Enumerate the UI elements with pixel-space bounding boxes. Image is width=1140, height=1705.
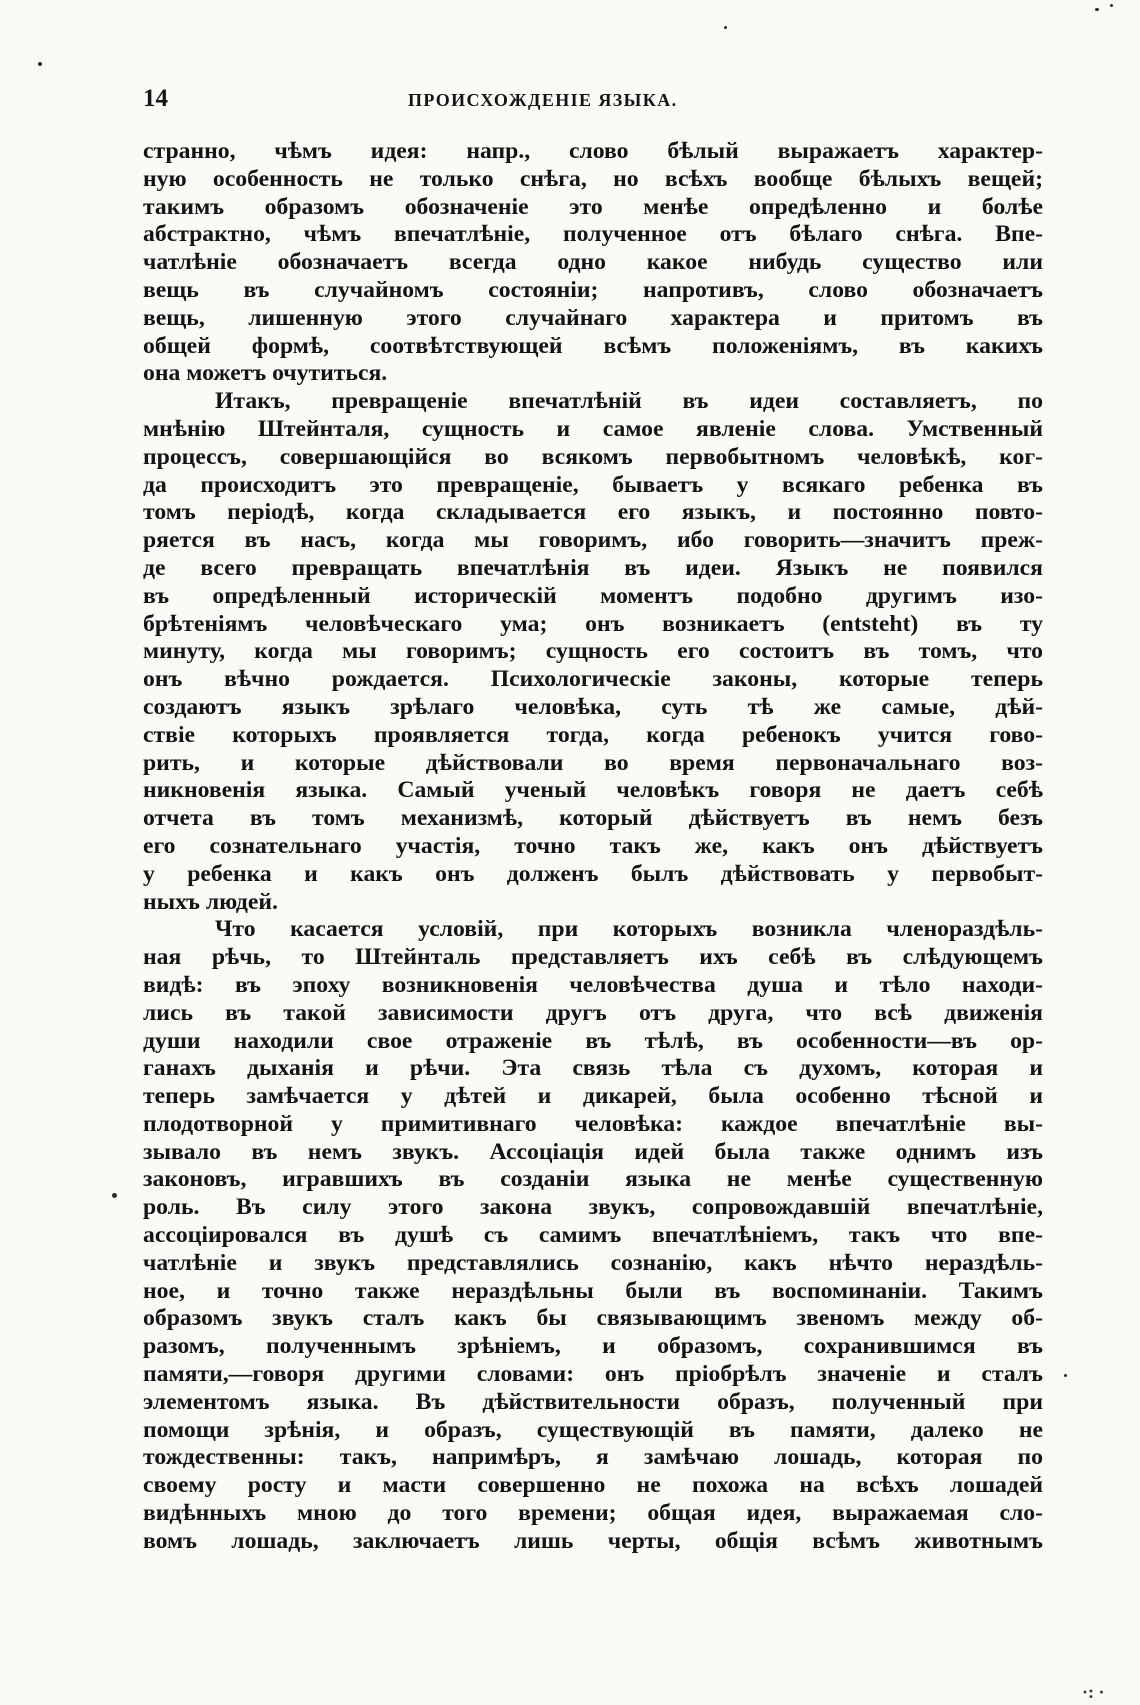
text-line: создаютъ языкъ зрѣлаго человѣка, суть тѣ же самые, дѣй-	[143, 693, 1043, 720]
text-line: ассоціировался въ душѣ съ самимъ впечатлѣніемъ, такъ что впе-	[143, 1222, 1043, 1249]
text-line: вомъ лошадь, заключаетъ лишь черты, общія всѣмъ животнымъ	[143, 1527, 1043, 1554]
text-line: никновенія языка. Самый ученый человѣкъ говоря не даетъ себѣ	[143, 777, 1043, 804]
text-line: такимъ образомъ обозначеніе это менѣе опредѣленно и болѣе	[143, 193, 1043, 220]
text-line: въ опредѣленный историческій моментъ подобно другимъ изо-	[143, 582, 1043, 609]
scan-speck	[1095, 8, 1099, 11]
text-line: законовъ, игравшихъ въ созданіи языка не менѣе существенную	[143, 1166, 1043, 1193]
text-line: минуту, когда мы говоримъ; сущность его состоитъ въ томъ, что	[143, 638, 1043, 665]
text-line: брѣтеніямъ человѣческаго ума; онъ возникаетъ (entsteht) въ ту	[143, 610, 1043, 637]
text-line: его сознательнаго участія, точно такъ же, какъ онъ дѣйствуетъ	[143, 832, 1043, 859]
text-line: своему росту и масти совершенно не похожа на всѣхъ лошадей	[143, 1472, 1043, 1499]
text-line: ганахъ дыханія и рѣчи. Эта связь тѣла съ духомъ, которая и	[143, 1055, 1043, 1082]
text-line: странно, чѣмъ идея: напр., слово бѣлый выражаетъ характер-	[143, 138, 1043, 164]
text-line: души находили свое отраженіе въ тѣлѣ, въ особенности—въ ор-	[143, 1027, 1043, 1054]
text-line: плодотворной у примитивнаго человѣка: каждое впечатлѣніе вы-	[143, 1110, 1043, 1137]
running-title: ПРОИСХОЖДЕНІЕ ЯЗЫКА.	[408, 90, 678, 110]
text-line: де всего превращать впечатлѣнія въ идеи. Языкъ не появился	[143, 554, 1043, 581]
text-line: лись въ такой зависимости другъ отъ друга, что всѣ движенія	[143, 999, 1043, 1026]
body-text	[143, 138, 1043, 1556]
text-line: образомъ звукъ сталъ какъ бы связывающимъ звеномъ между об-	[143, 1305, 1043, 1332]
scan-speck	[112, 1193, 117, 1198]
text-line: разомъ, полученнымъ зрѣніемъ, и образомъ, сохранившимся въ	[143, 1333, 1043, 1360]
text-line: ныхъ людей.	[143, 888, 278, 915]
text-line: помощи зрѣнія, и образъ, существующій въ памяти, далеко не	[143, 1416, 1043, 1443]
scan-speck	[1064, 1374, 1067, 1377]
text-line: процессъ, совершающійся во всякомъ первобытномъ человѣкѣ, ког-	[143, 443, 1043, 470]
scan-speck	[1110, 4, 1113, 7]
text-line: отчета въ томъ механизмѣ, который дѣйствуетъ въ немъ безъ	[143, 805, 1043, 832]
text-line: чатлѣніе и звукъ представлялись сознанію, какъ нѣчто нераздѣль-	[143, 1249, 1043, 1276]
text-line: да происходитъ это превращеніе, бываетъ у всякаго ребенка въ	[143, 471, 1043, 498]
text-line: вещь въ случайномъ состояніи; напротивъ, слово обозначаетъ	[143, 276, 1043, 303]
text-line: видѣнныхъ мною до того времени; общая идея, выражаемая сло-	[143, 1500, 1043, 1527]
text-line: элементомъ языка. Въ дѣйствительности образъ, полученный при	[143, 1388, 1043, 1415]
running-head	[143, 84, 1038, 120]
text-line: мнѣнію Штейнталя, сущность и самое явленіе слова. Умственный	[143, 415, 1043, 442]
text-line: видѣ: въ эпоху возникновенія человѣчества душа и тѣло находи-	[143, 971, 1043, 998]
text-line: Что касается условій, при которыхъ возникла членораздѣль-	[215, 916, 1043, 943]
text-line: роль. Въ силу этого закона звукъ, сопровождавшій впечатлѣніе,	[143, 1194, 1043, 1221]
page-number: 14	[143, 85, 168, 112]
text-line: Итакъ, превращеніе впечатлѣній въ идеи составляетъ, по	[215, 388, 1043, 415]
text-line: рить, и которые дѣйствовали во время первоначальнаго воз-	[143, 749, 1043, 776]
text-line: чатлѣніе обозначаетъ всегда одно какое нибудь существо или	[143, 249, 1043, 276]
scan-speck	[724, 26, 727, 29]
text-line: ряется въ насъ, когда мы говоримъ, ибо говорить—значитъ преж-	[143, 527, 1043, 554]
text-line: ное, и точно также нераздѣльны были въ воспоминаніи. Такимъ	[143, 1277, 1043, 1304]
text-line: у ребенка и какъ онъ долженъ былъ дѣйствовать у первобыт-	[143, 860, 1043, 887]
text-line: теперь замѣчается у дѣтей и дикарей, была особенно тѣсной и	[143, 1083, 1043, 1110]
text-line: ную особенность не только снѣга, но всѣхъ вообще бѣлыхъ вещей;	[143, 165, 1043, 192]
text-line: общей формѣ, соотвѣтствующей всѣмъ положеніямъ, въ какихъ	[143, 332, 1043, 359]
text-line: ная рѣчь, то Штейнталь представляетъ ихъ себѣ въ слѣдующемъ	[143, 944, 1043, 971]
text-line: она можетъ очутиться.	[143, 360, 388, 387]
text-line: онъ вѣчно рождается. Психологическіе законы, которые теперь	[143, 666, 1043, 693]
text-line: вещь, лишенную этого случайнаго характера и притомъ въ	[143, 304, 1043, 331]
scan-speck	[38, 62, 42, 66]
text-line: ствіе которыхъ проявляется тогда, когда ребенокъ учится гово-	[143, 721, 1043, 748]
text-line: памяти,—говоря другими словами: онъ пріобрѣлъ значеніе и сталъ	[143, 1361, 1043, 1388]
text-line: абстрактно, чѣмъ впечатлѣніе, полученное отъ бѣлаго снѣга. Впе-	[143, 221, 1043, 248]
text-line: тождественны: такъ, напримѣръ, я замѣчаю лошадь, которая по	[143, 1444, 1043, 1471]
text-line: томъ періодѣ, когда складывается его языкъ, и постоянно повто-	[143, 499, 1043, 526]
text-line: зывало въ немъ звукъ. Ассоціація идей была также однимъ изъ	[143, 1138, 1043, 1165]
scan-edge-mark: ·: ·	[1082, 1682, 1105, 1702]
